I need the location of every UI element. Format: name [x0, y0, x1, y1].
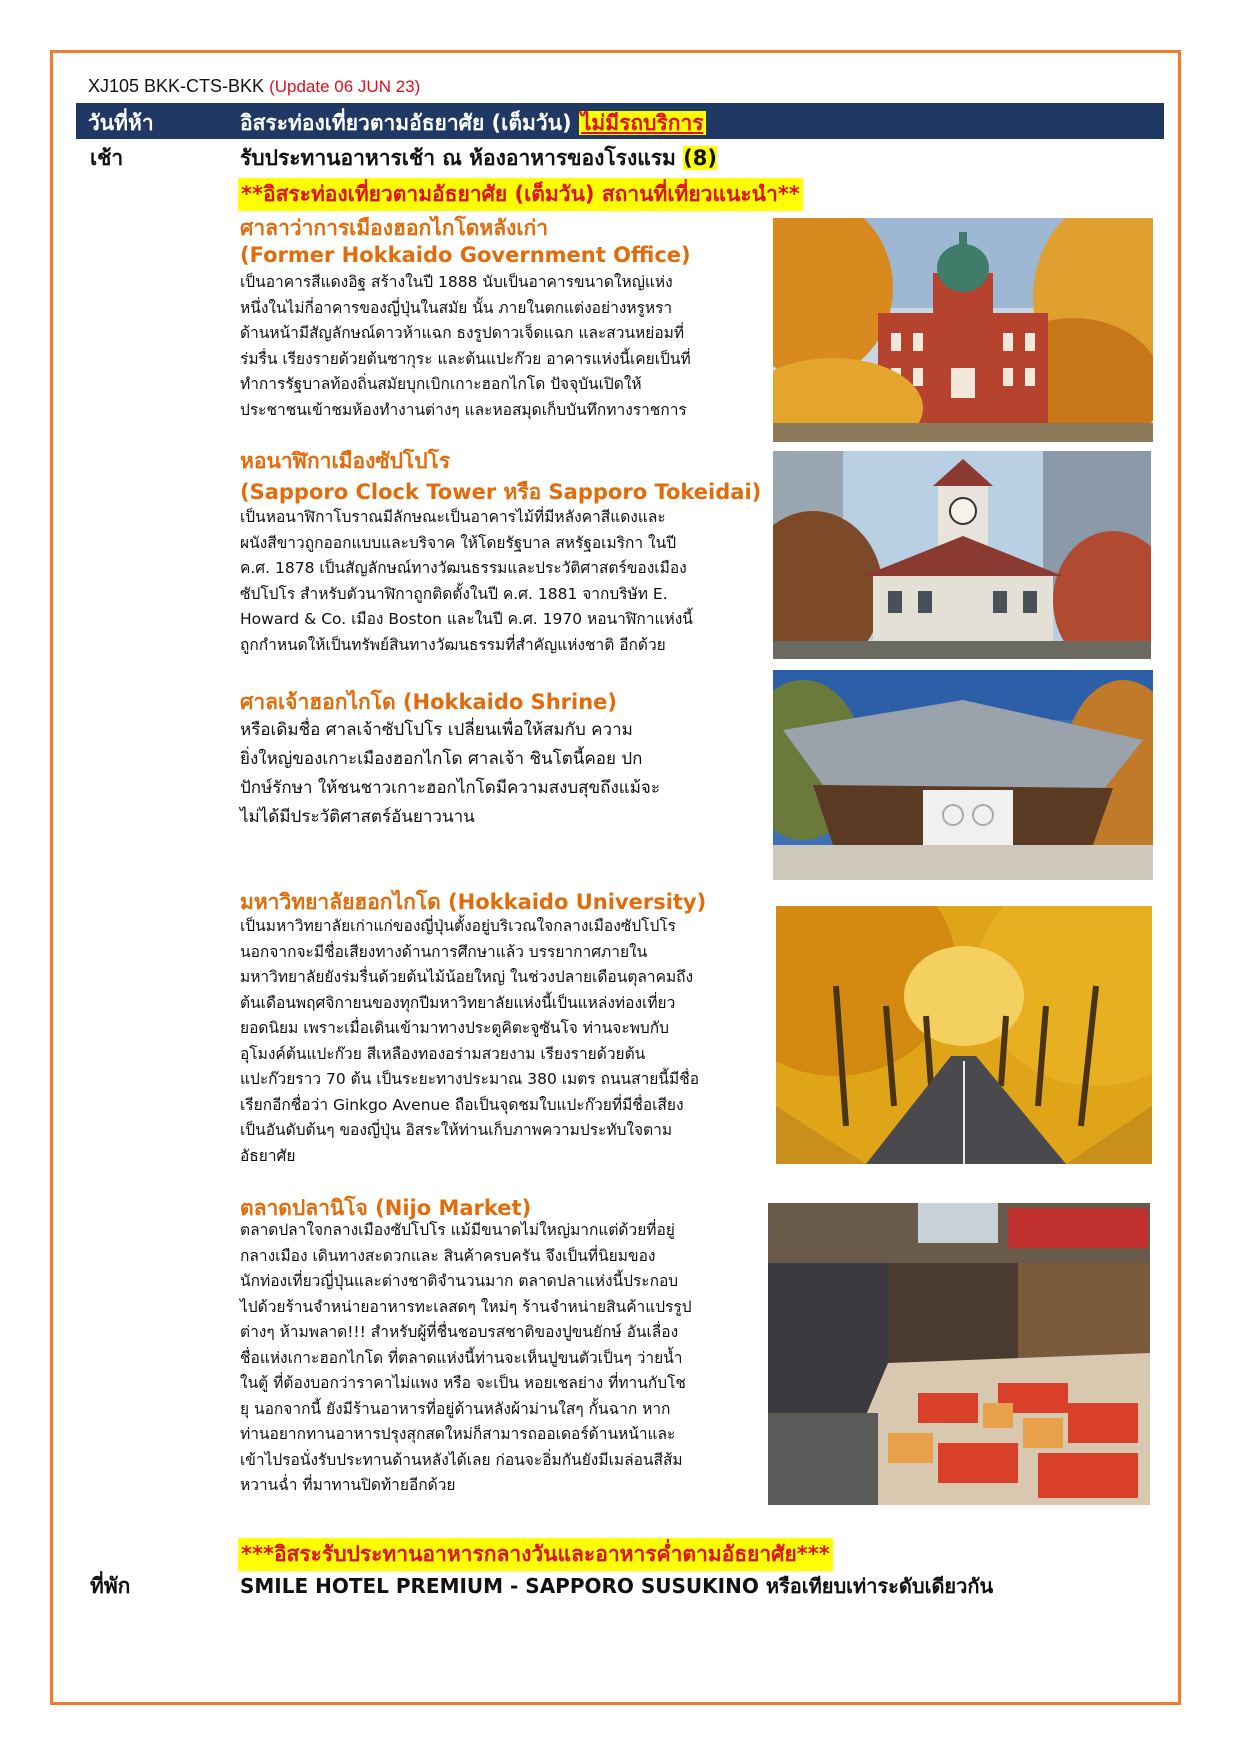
place-title-en: (Sapporo Clock Tower หรือ Sapporo Tokeidai) — [240, 480, 762, 504]
place-title-th: ศาลาว่าการเมืองฮอกไกโดหลังเก่า — [240, 216, 549, 240]
text-line: ท่านอยากทานอาหารปรุงสุกสดใหม่ก็สามารถออเดอร์ด้านหน้าและ — [240, 1425, 676, 1443]
text-line: ยอดนิยม เพราะเมื่อเดินเข้ามาทางประตูคิตะจูซันโจ ท่านจะพบกับ — [240, 1019, 669, 1037]
text-line: ค.ศ. 1878 เป็นสัญลักษณ์ทางวัฒนธรรมและประวัติศาสตร์ของเมือง — [240, 559, 687, 577]
lunch-dinner-note: ***อิสระรับประทานอาหารกลางวันและอาหารค่ำตามอัธยาศัย*** — [238, 1538, 833, 1571]
text-line: แปะก๊วยราว 70 ต้น เป็นระยะทางประมาณ 380 เมตร ถนนสายนี้มีชื่อ — [240, 1070, 700, 1088]
place-title-th: หอนาฬิกาเมืองซัปโปโร — [240, 449, 451, 473]
text-line: เป็นมหาวิทยาลัยเก่าแก่ของญี่ปุ่นตั้งอยู่บริเวณใจกลางเมืองซัปโปโร — [240, 917, 676, 935]
text-line: Howard & Co. เมือง Boston และในปี ค.ศ. 1970 หอนาฬิกาแห่งนี้ — [240, 610, 693, 628]
text-line: ยิ่งใหญ่ของเกาะเมืองฮอกไกโด ศาลเจ้า ชินโตนี้คอย ปก — [240, 749, 643, 769]
breakfast-text: รับประทานอาหารเช้า ณ ห้องอาหารของโรงแรม — [240, 146, 676, 170]
text-line: ทำการรัฐบาลท้องถิ่นสมัยบุกเบิกเกาะฮอกไกโด ปัจจุบันเปิดให้ — [240, 375, 642, 393]
day-title — [240, 107, 706, 140]
text-line: ผนังสีขาวถูกออกแบบและบริจาค ให้โดยรัฐบาล สหรัฐอเมริกา ในปี — [240, 533, 677, 552]
text-line: ชื่อแห่งเกาะฮอกไกโด ที่ตลาดแห่งนี้ท่านจะเห็นปูขนตัวเป็นๆ ว่ายน้ำ — [240, 1348, 683, 1367]
recommend-banner: **อิสระท่องเที่ยวตามอัธยาศัย (เต็มวัน) สถานที่เที่ยวแนะนำ** — [238, 178, 803, 211]
morning-label: เช้า — [90, 146, 124, 170]
hokkaido-shrine-photo — [773, 670, 1153, 880]
text-line: เป็นอันดับต้นๆ ของญี่ปุ่น อิสระให้ท่านเก็บภาพความประทับใจตาม — [240, 1121, 673, 1139]
text-line: เข้าไปรอนั่งรับประทานด้านหลังได้เลย ก่อนจะอิ่มกันยังมีเมล่อนสีส้ม — [240, 1450, 683, 1469]
text-line: ไม่ได้มีประวัติศาสตร์อันยาวนาน — [240, 807, 475, 827]
text-line: ซัปโปโร สำหรับตัวนาฬิกาถูกติดตั้งในปี ค.ศ. 1881 จากบริษัท E. — [240, 584, 668, 603]
text-line: ด้านหน้ามีสัญลักษณ์ดาวห้าแฉก ธงรูปดาวเจ็ดแฉก และสวนหย่อมที่ — [240, 324, 685, 342]
text-line: อุโมงค์ต้นแปะก๊วย สีเหลืองทองอร่ามสวยงาม เรียงรายด้วยต้น — [240, 1044, 646, 1063]
update-date: (Update 06 JUN 23) — [269, 77, 421, 96]
day-title-text: อิสระท่องเที่ยวตามอัธยาศัย (เต็มวัน) — [240, 111, 572, 135]
hotel-text — [240, 1570, 993, 1602]
text-line: หรือเดิมชื่อ ศาลเจ้าซัปโปโร เปลี่ยนเพื่อให้สมกับ ความ — [240, 720, 633, 740]
place-description — [240, 1218, 692, 1499]
text-line: ปักษ์รักษา ให้ชนชาวเกาะฮอกไกโดมีความสงบสุขถึงแม้จะ — [240, 778, 661, 798]
text-line: ตลาดปลาใจกลางเมืองซัปโปโร แม้มีขนาดไม่ใหญ่มากแต่ด้วยที่อยู่ — [240, 1221, 675, 1239]
day-label: วันที่ห้า — [88, 111, 154, 135]
text-line: หนึ่งในไม่กี่อาคารของญี่ปุ่นในสมัย นั้น ภายในตกแต่งอย่างหรูหรา — [240, 298, 673, 317]
text-line: นักท่องเที่ยวญี่ปุ่นและต่างชาติจำนวนมาก ตลาดปลาแห่งนี้ประกอบ — [240, 1272, 679, 1290]
text-line: ยุ นอกจากนี้ ยังมีร้านอาหารที่อยู่ด้านหลังผ้าม่านใสๆ กั้นฉาก หาก — [240, 1399, 671, 1418]
text-line: เป็นอาคารสีแดงอิฐ สร้างในปี 1888 นับเป็นอาคารขนาดใหญ่แห่ง — [240, 273, 673, 291]
place-description — [240, 270, 691, 423]
ginkgo-avenue-photo — [776, 906, 1152, 1164]
meal-number: (8) — [683, 146, 717, 170]
day-header-bar — [76, 103, 1164, 139]
nijo-market-photo — [768, 1203, 1150, 1505]
text-line: ต้นเดือนพฤศจิกายนของทุกปีมหาวิทยาลัยแห่งนี้เป็นแหล่งท่องเที่ยว — [240, 993, 676, 1012]
text-line: อัธยาศัย — [240, 1146, 296, 1165]
clock-tower-photo — [773, 451, 1151, 659]
government-office-photo — [773, 218, 1153, 442]
text-line: เรียกอีกชื่อว่า Ginkgo Avenue ถือเป็นจุดชมใบแปะก๊วยที่มีชื่อเสียง — [240, 1095, 684, 1114]
morning-text — [240, 142, 717, 175]
text-line: ประชาชนเข้าชมห้องทำงานต่างๆ และหอสมุดเก็บบันทึกทางราชการ — [240, 400, 687, 419]
tour-code-text: XJ105 BKK-CTS-BKK — [88, 76, 265, 96]
text-line: หวานฉ่ำ ที่มาทานปิดท้ายอีกด้วย — [240, 1476, 456, 1494]
place-title-en: (Former Hokkaido Government Office) — [240, 243, 691, 267]
text-line: ถูกกำหนดให้เป็นทรัพย์สินทางวัฒนธรรมที่สำคัญแห่งชาติ อีกด้วย — [240, 635, 666, 654]
place-title: ศาลเจ้าฮอกไกโด (Hokkaido Shrine) — [240, 690, 618, 714]
place-title: ตลาดปลานิโจ (Nijo Market) — [240, 1196, 532, 1220]
text-line: กลางเมือง เดินทางสะดวกและ สินค้าครบครัน จึงเป็นที่นิยมของ — [240, 1246, 656, 1265]
text-line: ในตู้ ที่ต้องบอกว่าราคาไม่แพง หรือ จะเป็น หอยเชลย่าง ที่ทานกับโช — [240, 1374, 686, 1392]
place-description — [240, 505, 693, 658]
place-description — [240, 914, 699, 1169]
hotel-suffix: หรือเทียบเท่าระดับเดียวกัน — [765, 1574, 994, 1598]
hotel-name: SMILE HOTEL PREMIUM - SAPPORO SUSUKINO — [240, 1574, 759, 1598]
place-description — [240, 716, 660, 832]
no-bus-badge: ไม่มีรถบริการ — [580, 111, 704, 135]
tour-code — [88, 76, 420, 97]
text-line: เป็นหอนาฬิกาโบราณมีลักษณะเป็นอาคารไม้ที่มีหลังคาสีแดงและ — [240, 508, 666, 526]
hotel-label: ที่พัก — [90, 1574, 131, 1598]
text-line: ไปด้วยร้านจำหน่ายอาหารทะเลสดๆ ใหม่ๆ ร้านจำหน่ายสินค้าแปรรูป — [240, 1297, 692, 1316]
text-line: นอกจากจะมีชื่อเสียงทางด้านการศึกษาแล้ว บรรยากาศภายใน — [240, 942, 648, 961]
text-line: ร่มรื่น เรียงรายด้วยต้นซากุระ และต้นแปะก๊วย อาคารแห่งนี้เคยเป็นที่ — [240, 349, 691, 368]
text-line: มหาวิทยาลัยยังร่มรื่นด้วยต้นไม้น้อยใหญ่ ในช่วงปลายเดือนตุลาคมถึง — [240, 968, 694, 986]
place-title: มหาวิทยาลัยฮอกไกโด (Hokkaido University) — [240, 890, 707, 914]
text-line: ต่างๆ ห้ามพลาด!!! สำหรับผู้ที่ชื่นชอบรสชาติของปูขนยักษ์ อันเลื่อง — [240, 1323, 679, 1341]
